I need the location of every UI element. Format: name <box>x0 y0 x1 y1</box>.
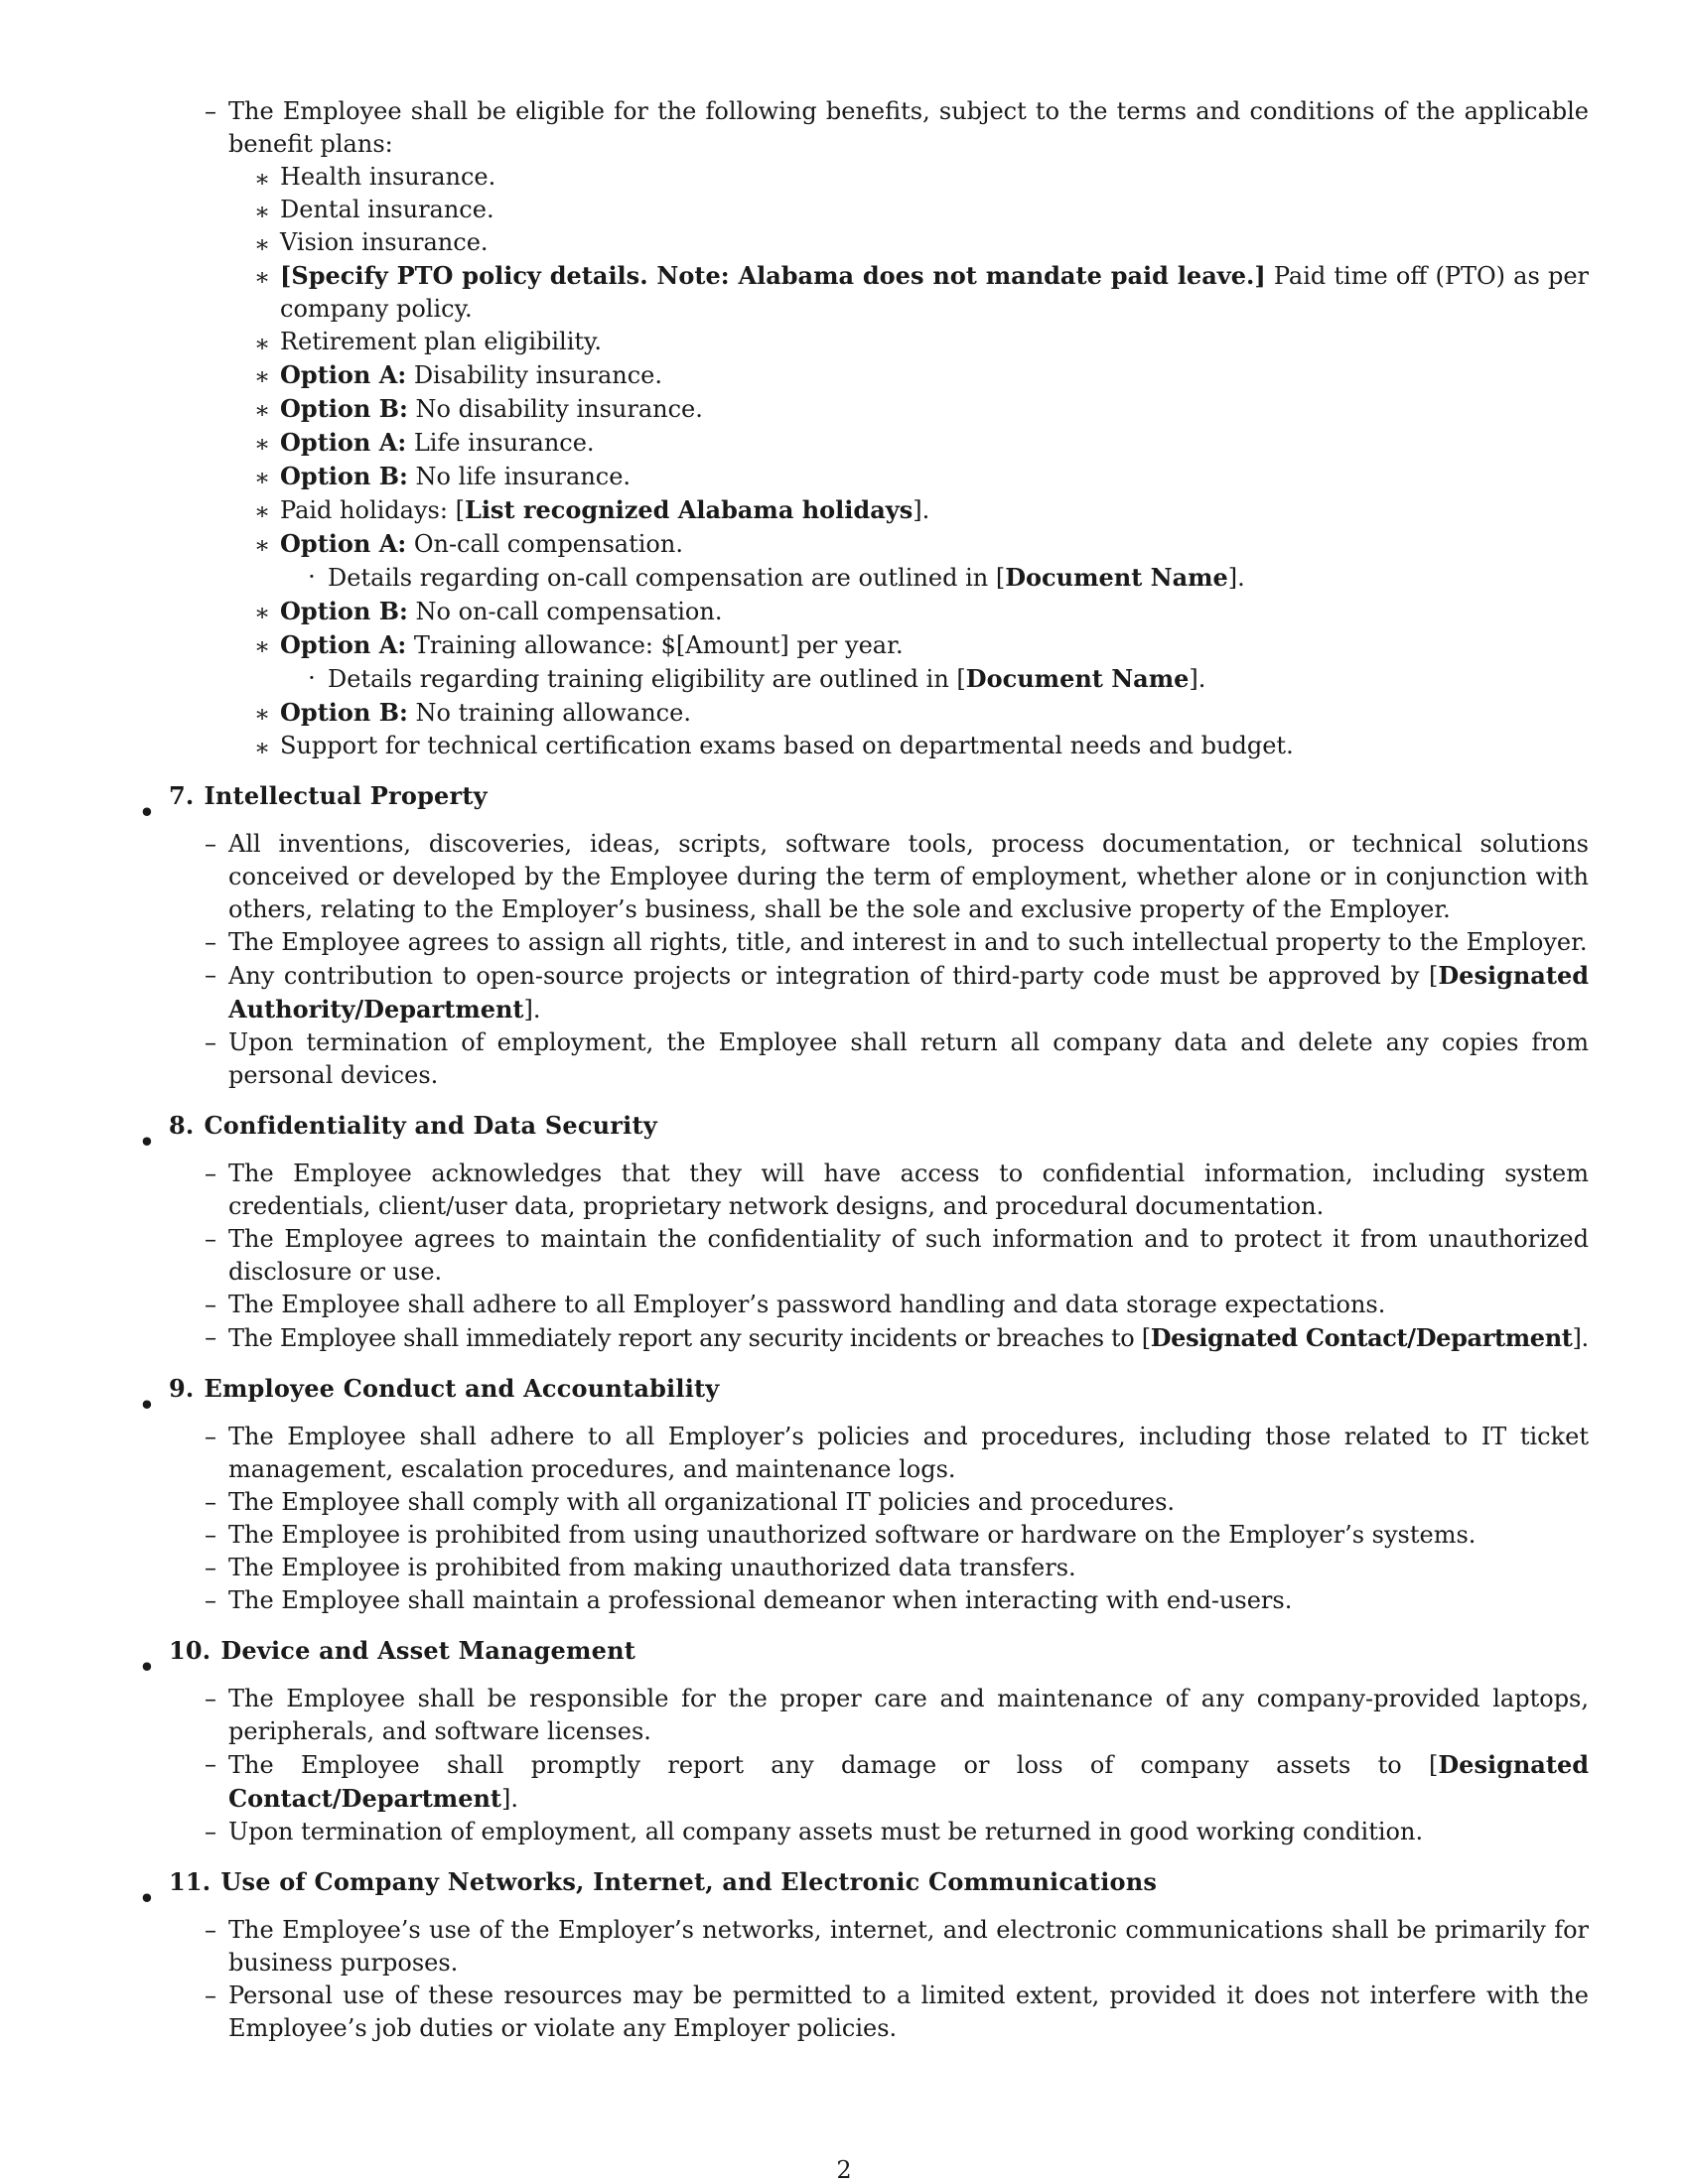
dash-marker: – <box>205 97 216 125</box>
list-item <box>308 561 1589 595</box>
dash-marker: – <box>205 1685 216 1712</box>
section-title: Use of Company Networks, Internet, and Electronic Communications <box>220 1867 1158 1896</box>
list-item <box>205 1026 1589 1092</box>
item-text: The Employee shall adhere to all Employer’s policies and procedures, including those related to IT ticket management, escalation procedures, and maintenance logs. <box>228 1423 1589 1483</box>
item-text: The Employee shall be responsible for the proper care and maintenance of any company-provided laptops, peripherals, and software licenses. <box>228 1685 1589 1745</box>
bullet-marker: • <box>139 1884 155 1913</box>
star-marker: ∗ <box>253 165 271 193</box>
placeholder-text: Document Name <box>1005 563 1228 592</box>
item-text: The Employee agrees to maintain the confidentiality of such information and to protect it from unauthorized disclosure or use. <box>228 1225 1589 1286</box>
oncall-sublist <box>280 561 1589 595</box>
item-text: The Employee shall immediately report any security incidents or breaches to [ <box>228 1324 1151 1352</box>
section-confidentiality <box>139 1109 1589 1355</box>
list-item <box>253 161 1589 194</box>
list-item <box>205 1979 1589 2045</box>
sections-list <box>129 779 1589 2045</box>
dash-marker: – <box>205 1423 216 1450</box>
dash-marker: – <box>205 1028 216 1056</box>
list-item <box>253 259 1589 326</box>
section-title: Intellectual Property <box>204 781 488 810</box>
list-item <box>205 1519 1589 1552</box>
item-text: Details regarding training eligibility are outlined in [ <box>328 665 966 693</box>
bullet-marker: • <box>139 1391 155 1420</box>
item-text: Support for technical certification exams based on departmental needs and budget. <box>280 732 1294 759</box>
item-text: Personal use of these resources may be permitted to a limited extent, provided it does not interfere with the Employee’s job duties or violate any Employer policies. <box>228 1981 1589 2042</box>
item-text: Health insurance. <box>280 163 496 191</box>
section-networks-communications <box>139 1865 1589 2045</box>
document-body <box>129 95 1589 2045</box>
star-marker: ∗ <box>253 362 271 390</box>
list-item <box>205 1683 1589 1748</box>
dash-marker: – <box>205 1554 216 1581</box>
star-marker: ∗ <box>253 230 271 258</box>
option-label: Option A: <box>280 630 407 659</box>
dash-marker: – <box>205 1818 216 1845</box>
list-item <box>205 1552 1589 1584</box>
option-label: Option B: <box>280 597 408 625</box>
placeholder-text: Designated Authority/Department <box>228 961 1589 1024</box>
item-text: ]. <box>1572 1324 1589 1352</box>
dash-marker: – <box>205 961 216 989</box>
dash-marker: – <box>205 1981 216 2009</box>
item-text: Upon termination of employment, all company assets must be returned in good working condition. <box>228 1818 1424 1845</box>
dot-marker: · <box>308 664 316 692</box>
list-item <box>253 460 1589 493</box>
list-item <box>205 1158 1589 1223</box>
dash-marker: – <box>205 1521 216 1549</box>
list-item <box>253 358 1589 392</box>
section-title: Device and Asset Management <box>220 1636 636 1665</box>
item-text: The Employee is prohibited from using unauthorized software or hardware on the Employer’s systems. <box>228 1521 1477 1549</box>
option-label: Option A: <box>280 360 407 389</box>
benefits-sublist <box>228 161 1589 762</box>
item-text: Retirement plan eligibility. <box>280 328 603 355</box>
item-text: Life insurance. <box>406 429 595 457</box>
item-text: The Employee shall comply with all organizational IT policies and procedures. <box>228 1488 1176 1516</box>
dash-marker: – <box>205 1323 216 1351</box>
section-number: 8. <box>169 1111 195 1140</box>
section-intellectual-property <box>139 779 1589 1092</box>
option-label: Option B: <box>280 698 408 727</box>
item-text: Disability insurance. <box>406 361 662 389</box>
section-items <box>205 1158 1589 1355</box>
list-item <box>205 1223 1589 1289</box>
list-item <box>253 493 1589 527</box>
item-text: ]. <box>523 996 541 1024</box>
section-heading <box>169 1372 1589 1405</box>
dash-marker: – <box>205 1586 216 1614</box>
list-item <box>253 194 1589 226</box>
option-label: Option A: <box>280 428 407 457</box>
section-heading <box>169 779 1589 812</box>
star-marker: ∗ <box>253 198 271 225</box>
star-marker: ∗ <box>253 396 271 424</box>
dot-marker: · <box>308 563 316 591</box>
item-text: Details regarding on-call compensation are outlined in [ <box>328 564 1006 592</box>
dash-marker: – <box>205 928 216 956</box>
star-marker: ∗ <box>253 632 271 660</box>
item-text: The Employee acknowledges that they will have access to confidential information, including system credentials, client/user data, proprietary network designs, and procedural documentation. <box>228 1160 1589 1220</box>
star-marker: ∗ <box>253 599 271 626</box>
item-text: No on-call compensation. <box>407 598 723 625</box>
section-number: 7. <box>169 781 195 810</box>
item-text: Vision insurance. <box>280 228 489 256</box>
item-text: Training allowance: $[Amount] per year. <box>406 631 904 659</box>
star-marker: ∗ <box>253 263 271 291</box>
list-item <box>253 730 1589 762</box>
list-item <box>205 1289 1589 1321</box>
list-item <box>253 392 1589 426</box>
item-text: The Employee shall maintain a professional demeanor when interacting with end-users. <box>228 1586 1293 1614</box>
list-item <box>253 426 1589 460</box>
section-employee-conduct <box>139 1372 1589 1617</box>
section-heading <box>169 1109 1589 1142</box>
section-number: 11. <box>169 1867 211 1896</box>
dash-marker: – <box>205 1291 216 1318</box>
item-text: Any contribution to open-source projects or integration of third-party code must be approved by [ <box>228 962 1439 990</box>
list-item <box>205 828 1589 926</box>
training-sublist <box>280 662 1589 696</box>
item-text: The Employee shall adhere to all Employer’s password handling and data storage expectations. <box>228 1291 1386 1318</box>
section-items <box>205 1683 1589 1848</box>
section-items <box>205 1421 1589 1617</box>
placeholder-text: List recognized Alabama holidays <box>464 495 914 524</box>
list-item <box>253 696 1589 730</box>
page-number: 2 <box>836 2156 852 2184</box>
section-number: 9. <box>169 1374 195 1403</box>
star-marker: ∗ <box>253 700 271 728</box>
list-item <box>253 595 1589 628</box>
dash-marker: – <box>205 1160 216 1187</box>
item-text: No life insurance. <box>407 463 632 490</box>
list-item <box>253 226 1589 259</box>
section-heading <box>169 1634 1589 1667</box>
dash-marker: – <box>205 1488 216 1516</box>
list-item <box>205 1421 1589 1486</box>
section-items <box>205 828 1589 1092</box>
section-items <box>205 1914 1589 2045</box>
bullet-marker: • <box>139 1128 155 1157</box>
item-text: The Employee agrees to assign all rights, title, and interest in and to such intellectual property to the Employer. <box>228 928 1588 956</box>
item-text: ]. <box>1189 665 1206 693</box>
placeholder-text: Document Name <box>965 664 1190 693</box>
star-marker: ∗ <box>253 497 271 525</box>
dash-marker: – <box>205 1916 216 1944</box>
item-text: ]. <box>913 496 930 524</box>
dash-marker: – <box>205 830 216 858</box>
list-item <box>205 1914 1589 1979</box>
list-item <box>205 1486 1589 1519</box>
star-marker: ∗ <box>253 734 271 761</box>
benefits-intro: The Employee shall be eligible for the following benefits, subject to the terms and conditions of the applicable benefit plans: <box>228 97 1589 158</box>
list-item <box>253 326 1589 358</box>
dash-marker: – <box>205 1225 216 1253</box>
star-marker: ∗ <box>253 464 271 491</box>
star-marker: ∗ <box>253 531 271 559</box>
section-number: 10. <box>169 1636 211 1665</box>
list-item <box>205 1748 1589 1816</box>
section-device-asset-management <box>139 1634 1589 1848</box>
list-item <box>205 1584 1589 1617</box>
list-item <box>308 662 1589 696</box>
item-text: No training allowance. <box>407 699 691 727</box>
option-label: Option B: <box>280 394 408 423</box>
list-item <box>205 926 1589 959</box>
star-marker: ∗ <box>253 330 271 357</box>
option-label: Option A: <box>280 529 407 558</box>
bullet-marker: • <box>139 798 155 827</box>
item-text: All inventions, discoveries, ideas, scripts, software tools, process documentation, or technical solutions conceived or developed by the Employee during the term of employment, whether alone or in conjunction with others, relating to the Employer’s business, shall be the sole and exclusive property of the Employer. <box>228 830 1589 923</box>
placeholder-text: [Specify PTO policy details. Note: Alabama does not mandate paid leave.] <box>280 261 1266 290</box>
item-text: Dental insurance. <box>280 196 494 223</box>
list-item <box>253 628 1589 696</box>
list-item <box>205 959 1589 1026</box>
item-text: Paid holidays: [ <box>280 496 465 524</box>
dash-marker: – <box>205 1750 216 1778</box>
list-item <box>253 527 1589 595</box>
item-text: The Employee’s use of the Employer’s networks, internet, and electronic communications shall be primarily for business purposes. <box>228 1916 1589 1977</box>
item-text: ]. <box>501 1785 519 1813</box>
section-title: Confidentiality and Data Security <box>204 1111 657 1140</box>
placeholder-text: Designated Contact/Department <box>1150 1323 1573 1352</box>
list-item <box>205 1816 1589 1848</box>
placeholder-text: Designated Contact/Department <box>228 1750 1589 1813</box>
item-text: On-call compensation. <box>406 530 683 558</box>
item-text: No disability insurance. <box>407 395 703 423</box>
item-text: The Employee shall promptly report any damage or loss of company assets to [ <box>228 1751 1439 1779</box>
item-text: The Employee is prohibited from making unauthorized data transfers. <box>228 1554 1076 1581</box>
item-text: ]. <box>1227 564 1245 592</box>
bullet-marker: • <box>139 1653 155 1682</box>
option-label: Option B: <box>280 462 408 490</box>
list-item <box>205 95 1589 762</box>
list-item <box>205 1321 1589 1355</box>
star-marker: ∗ <box>253 430 271 458</box>
item-text: Paid time off (PTO) as per company policy. <box>280 262 1589 323</box>
item-text: Upon termination of employment, the Employee shall return all company data and delete any copies from personal devices. <box>228 1028 1589 1089</box>
benefits-list <box>129 95 1589 762</box>
section-title: Employee Conduct and Accountability <box>204 1374 720 1403</box>
section-heading <box>169 1865 1589 1898</box>
